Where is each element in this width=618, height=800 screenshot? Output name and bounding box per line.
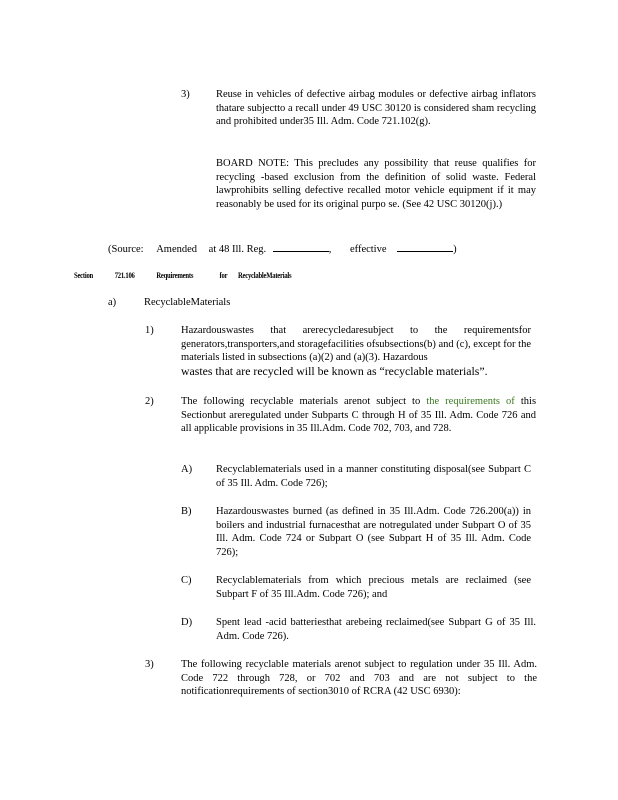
item-text-part: The following recyclable materials arenot subject to (181, 396, 421, 407)
item-text: Spent lead -acid batteriesthat arebeing reclaimed(see Subpart G of 35 Ill. Adm. Code 726). (216, 617, 536, 642)
source-line (108, 241, 528, 257)
item-label: 3) (145, 659, 154, 670)
source-prefix: (Source: (108, 244, 144, 255)
section-title-b: for (219, 270, 228, 280)
source-register: at 48 Ill. Reg. (208, 244, 267, 255)
item-text: The following recyclable materials arenot subject to regulation under 35 Ill. Adm. Code 722 through 728, or 702 and 703 and are not subject to the notificationrequirements of section3010 of RCRA (42 USC 6930): (181, 659, 537, 698)
item-text: Hazardouswastes burned (as defined in 35 Ill.Adm. Code 726.200(a)) in boilers and industrial furnacesthat are notregulated under Subpart O of 35 Ill. Adm. Code 724 or Subpart O (see Subpart H of 35 Ill. Adm. Code 726); (216, 506, 531, 558)
item-text: Recyclablematerials used in a manner constituting disposal(see Subpart C of 35 Ill. Adm. Code 726); (216, 464, 531, 489)
source-amended: Amended (156, 244, 198, 255)
item-label: 3) (181, 89, 190, 100)
item-text: Reuse in vehicles of defective airbag modules or defective airbag inflators thatare subjectto a recall under 49 USC 30120 is considered sham recycling and prohibited under35 Ill. Adm. Code 721.102(g). (216, 89, 536, 128)
item-text (181, 395, 536, 436)
item-label: 2) (145, 396, 154, 407)
item-label: A) (181, 464, 193, 475)
section-heading (74, 269, 291, 283)
source-close: ) (453, 244, 457, 255)
item-text: Hazardouswastes that arerecycledaresubject to the requirementsfor generators,transporters,and storagefacilities ofsubsections(b) and (c), except for the materials listed in subsections (a)(2) and (a)(3). Hazardous (181, 325, 531, 364)
item-text-continued: wastes that are recycled will be known as “recyclable materials”. (181, 364, 488, 378)
item-label: D) (181, 617, 193, 628)
source-comma: , (328, 244, 332, 255)
section-label: Section (74, 270, 93, 280)
highlighted-text: the requirements of (426, 396, 515, 407)
item-label: C) (181, 575, 192, 586)
section-number: 721.106 (114, 270, 135, 280)
section-title-a: Requirements (156, 270, 194, 280)
register-blank (273, 241, 329, 252)
source-effective: effective (349, 244, 387, 255)
item-text: Recyclablematerials from which precious metals are reclaimed (see Subpart F of 35 Ill.Adm. Code 726); and (216, 575, 531, 600)
section-title-c: RecyclableMaterials (237, 270, 292, 280)
subsection-label: a) (108, 297, 117, 308)
subsection-title: RecyclableMaterials (144, 297, 231, 308)
board-note: BOARD NOTE: This precludes any possibility that reuse qualifies for recycling -based exclusion from the definition of solid waste. Federal lawprohibits selling defective recalled motor vehicle equipment if it may reasonably be used for its original purpo se. (See 42 USC 30120(j).) (216, 158, 536, 210)
item-text-part: this Sectionbut areregulated under Subparts C through H of 35 Ill. Adm. Code 726 and all applicable provisions in 35 Ill.Adm. Code 702, 703, and 728. (181, 396, 537, 435)
item-label: 1) (145, 325, 154, 336)
item-label: B) (181, 506, 192, 517)
effective-blank (397, 241, 453, 252)
